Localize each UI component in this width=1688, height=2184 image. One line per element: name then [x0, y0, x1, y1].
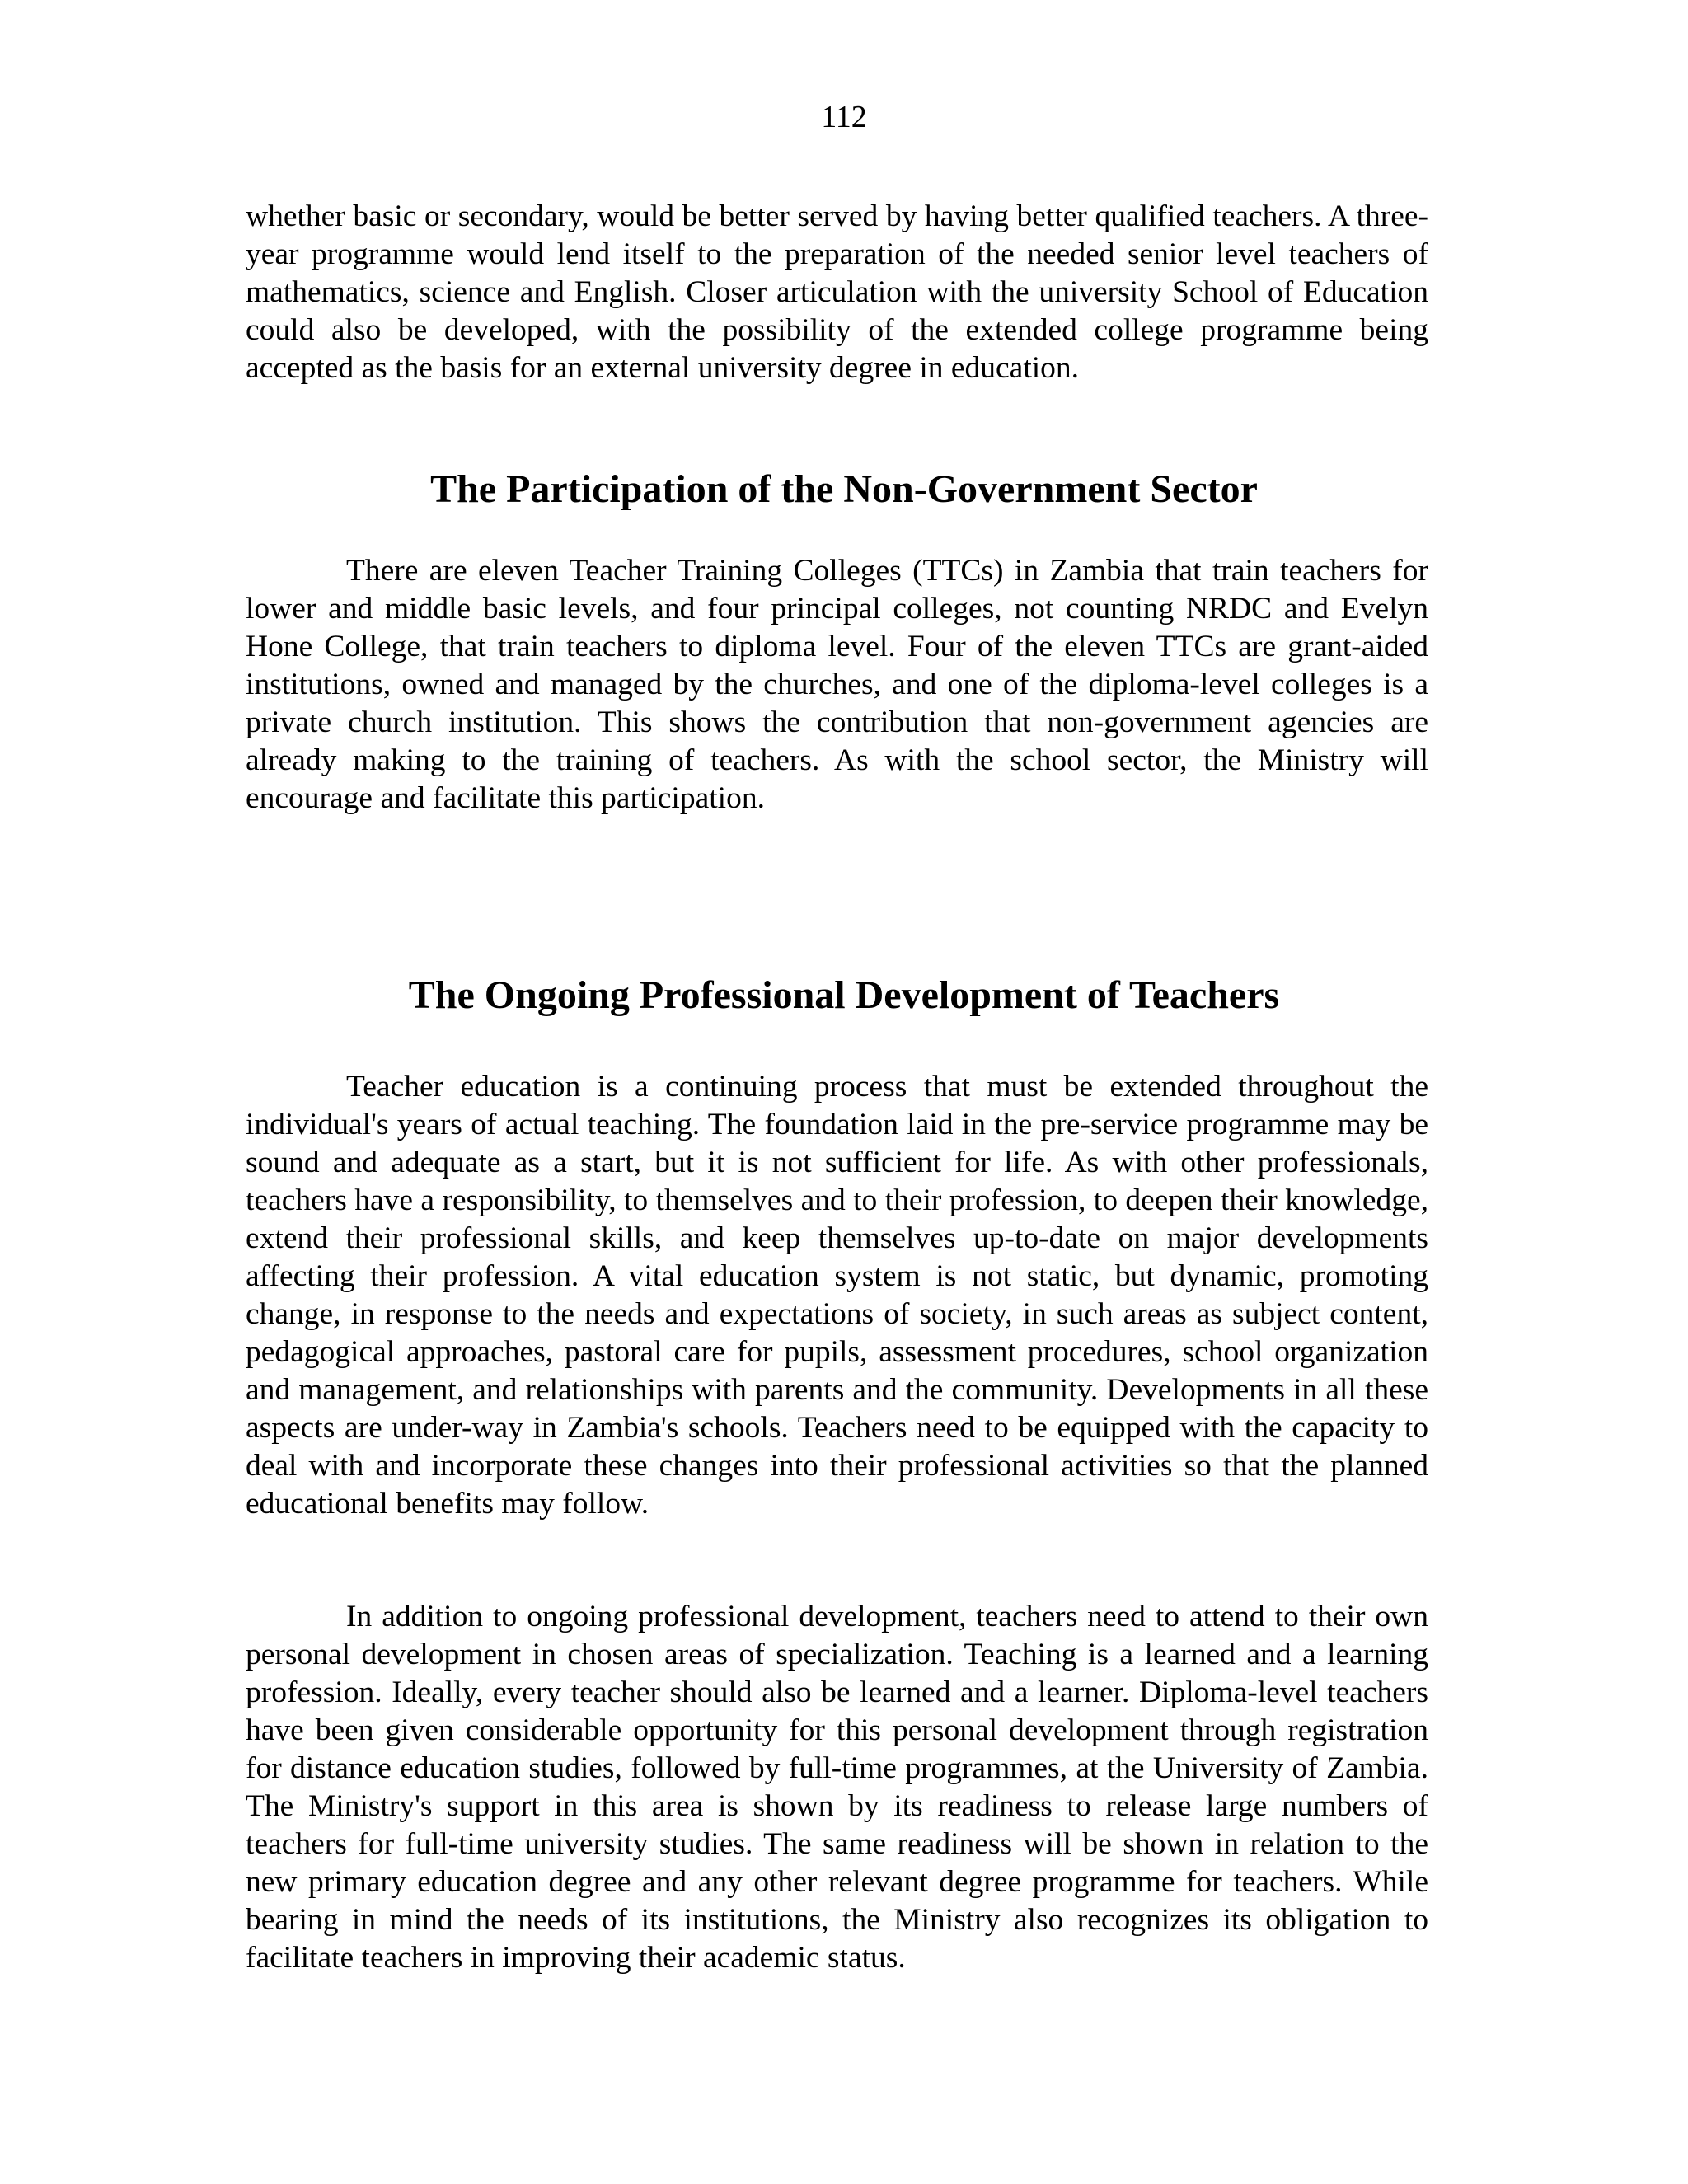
section-heading-professional-development: The Ongoing Professional Development of Teachers [408, 973, 1280, 1017]
intro-paragraph: whether basic or secondary, would be better served by having better qualified teachers. A three-year programme would lend itself to the preparation of the needed senior level teachers of mathematics, science and English. Closer articulation with the university School of Education could also be developed, with the possibility of the extended college programme being accepted as the basis for an external university degree in education. [246, 199, 1428, 385]
professional-development-paragraph-2: In addition to ongoing professional development, teachers need to attend to their own personal development in chosen areas of specialization. Teaching is a learned and a learning profession. Ideally, every teacher should also be learned and a learner. Diploma-level teachers have been given considerable opportunity for this personal development through registration for distance education studies, followed by full-time programmes, at the University of Zambia. The Ministry's support in this area is shown by its readiness to release large numbers of teachers for full-time university studies. The same readiness will be shown in relation to the new primary education degree and any other relevant degree programme for teachers. While bearing in mind the needs of its institutions, the Ministry also recognizes its obligation to facilitate teachers in improving their academic status. [246, 1600, 1428, 1975]
professional-development-paragraph-1: Teacher education is a continuing process that must be extended throughout the individual's years of actual teaching. The foundation laid in the pre-service programme may be sound and adequate as a start, but it is not sufficient for life. As with other professionals, teachers have a responsibility, to themselves and to their profession, to deepen their knowledge, extend their professional skills, and keep themselves up-to-date on major developments affecting their profession. A vital education system is not static, but dynamic, promoting change, in response to the needs and expectations of society, in such areas as subject content, pedagogical approaches, pastoral care for pupils, assessment procedures, school organization and management, and relationships with parents and the community. Developments in all these aspects are under-way in Zambia's schools. Teachers need to be equipped with the capacity to deal with and incorporate these changes into their professional activities so that the planned educational benefits may follow. [246, 1070, 1428, 1521]
page-number: 112 [821, 100, 867, 134]
non-government-sector-paragraph: There are eleven Teacher Training Colleges (TTCs) in Zambia that train teachers for lower and middle basic levels, and four principal colleges, not counting NRDC and Evelyn Hone College, that train teachers to diploma level. Four of the eleven TTCs are grant-aided institutions, owned and managed by the churches, and one of the diploma-level colleges is a private church institution. This shows the contribution that non-government agencies are already making to the training of teachers. As with the school sector, the Ministry will encourage and facilitate this participation. [246, 554, 1428, 815]
section-heading-non-government-sector: The Participation of the Non-Government Sector [430, 467, 1258, 511]
